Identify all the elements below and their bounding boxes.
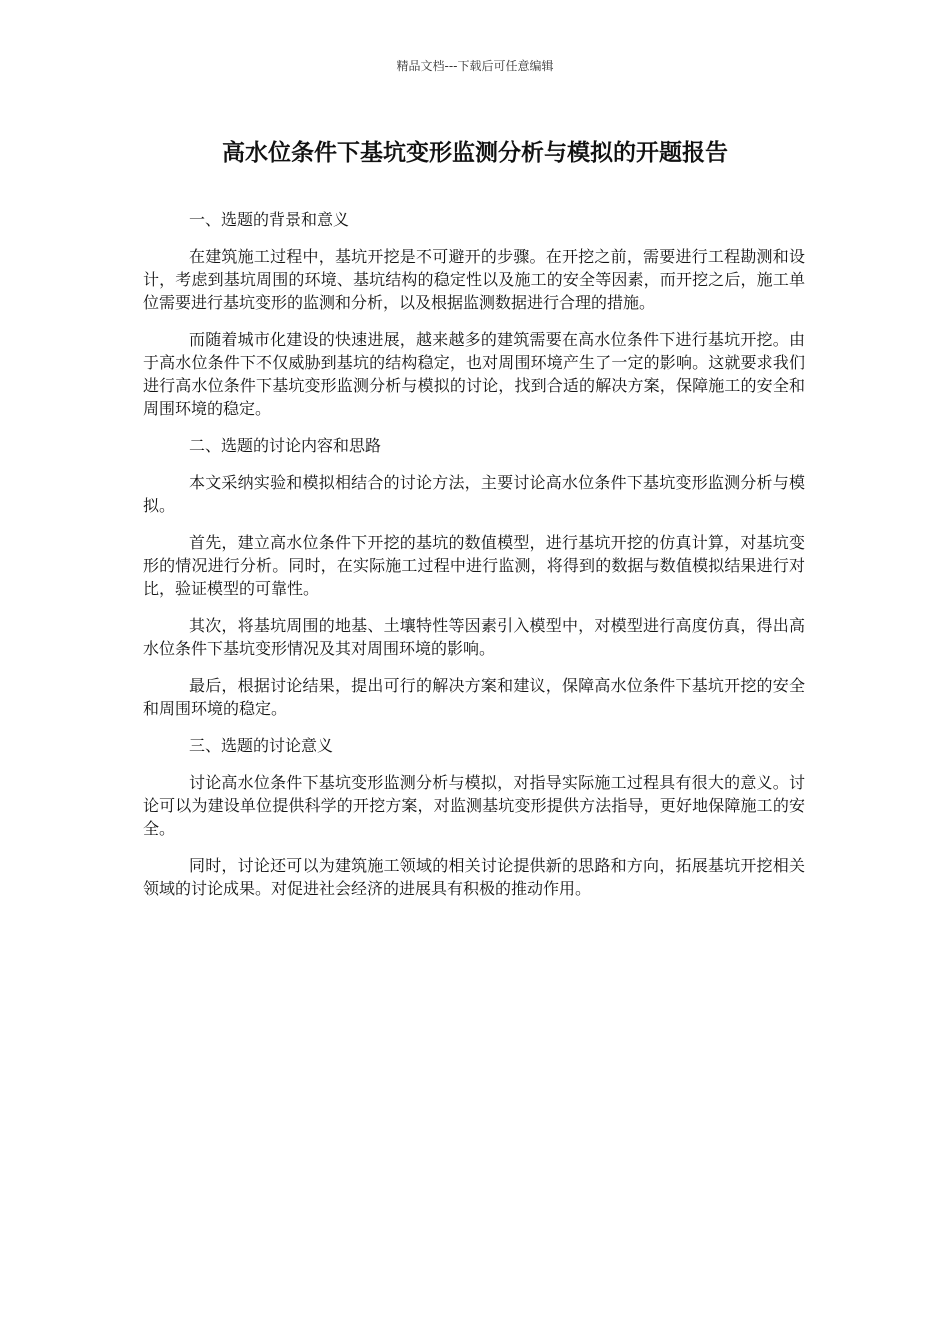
paragraph: 首先，建立高水位条件下开挖的基坑的数值模型，进行基坑开挖的仿真计算，对基坑变形的情况进行分析。同时，在实际施工过程中进行监测，将得到的数据与数值模拟结果进行对比，验证模型的可靠性。 [143,533,805,598]
paragraph: 本文采纳实验和模拟相结合的讨论方法，主要讨论高水位条件下基坑变形监测分析与模拟。 [143,473,805,515]
section-significance [143,734,805,900]
paragraph: 讨论高水位条件下基坑变形监测分析与模拟，对指导实际施工过程具有很大的意义。讨论可以为建设单位提供科学的开挖方案，对监测基坑变形提供方法指导，更好地保障施工的安全。 [143,773,805,838]
section-research-content [143,434,805,720]
paragraph: 其次，将基坑周围的地基、土壤特性等因素引入模型中，对模型进行高度仿真，得出高水位条件下基坑变形情况及其对周围环境的影响。 [143,616,805,658]
page-header-watermark: 精品文档---下载后可任意编辑 [396,59,554,73]
document-title: 高水位条件下基坑变形监测分析与模拟的开题报告 [222,140,728,166]
section-background [143,208,805,420]
section-heading: 一、选题的背景和意义 [189,210,350,229]
section-heading: 三、选题的讨论意义 [189,736,334,755]
paragraph: 而随着城市化建设的快速进展，越来越多的建筑需要在高水位条件下进行基坑开挖。由于高水位条件下不仅威胁到基坑的结构稳定，也对周围环境产生了一定的影响。这就要求我们进行高水位条件下基坑变形监测分析与模拟的讨论，找到合适的解决方案，保障施工的安全和周围环境的稳定。 [143,330,805,418]
paragraph: 在建筑施工过程中，基坑开挖是不可避开的步骤。在开挖之前，需要进行工程勘测和设计，考虑到基坑周围的环境、基坑结构的稳定性以及施工的安全等因素，而开挖之后，施工单位需要进行基坑变形的监测和分析，以及根据监测数据进行合理的措施。 [143,247,805,312]
paragraph: 同时，讨论还可以为建筑施工领域的相关讨论提供新的思路和方向，拓展基坑开挖相关领域的讨论成果。对促进社会经济的进展具有积极的推动作用。 [143,856,805,898]
section-heading: 二、选题的讨论内容和思路 [189,436,382,455]
document-body [143,208,805,914]
paragraph: 最后，根据讨论结果，提出可行的解决方案和建议，保障高水位条件下基坑开挖的安全和周围环境的稳定。 [143,676,805,718]
